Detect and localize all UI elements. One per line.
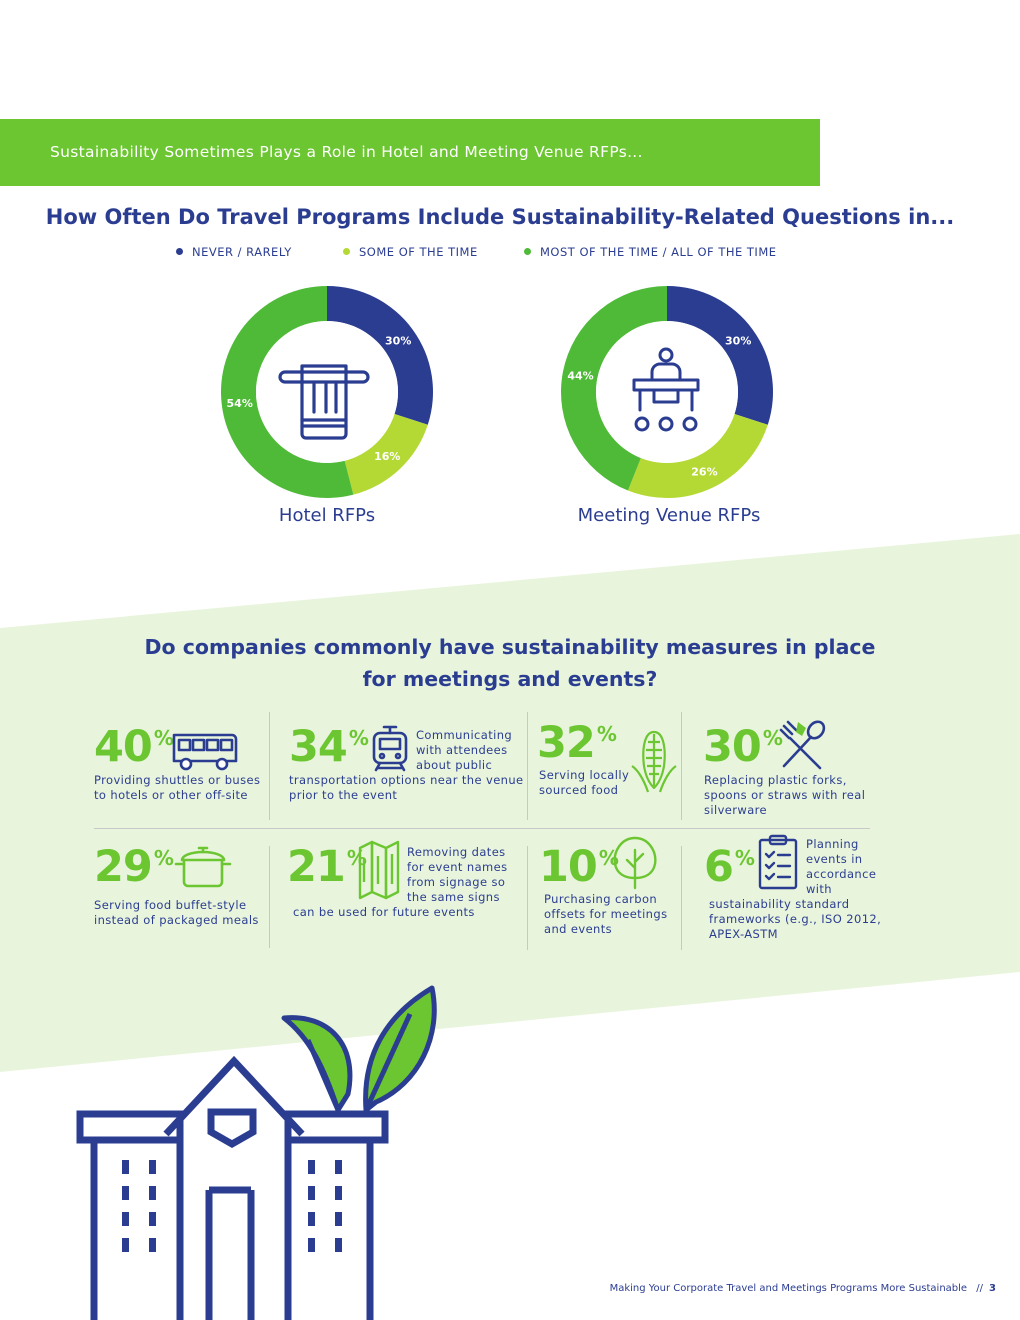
stat-value: 32 % (537, 718, 617, 768)
grid-divider (269, 846, 270, 948)
legend-item-never: NEVER / RARELY (176, 245, 292, 259)
slice-value-label: 30% (385, 334, 412, 348)
fork-spoon-icon (778, 720, 828, 772)
slice-value-label: 26% (691, 465, 718, 479)
stat-value: 34 % (289, 722, 369, 772)
grid-divider (527, 846, 528, 950)
stat-description: Communicating with attendees about public (416, 728, 513, 772)
stat-description-cont: can be used for future events (293, 905, 475, 919)
grid-divider (681, 846, 682, 950)
slice-value-label: 30% (725, 334, 752, 348)
stat-standards (704, 842, 755, 892)
bus-icon (170, 729, 240, 773)
legend-item-most: MOST OF THE TIME / ALL OF THE TIME (524, 245, 777, 259)
presenter-audience-icon (630, 346, 702, 436)
stat-shuttles (94, 722, 174, 772)
stat-description: Providing shuttles or buses to hotels or other off-site (94, 773, 261, 802)
measures-question-title: Do companies commonly have sustainability measures in place for meetings and events? (144, 635, 876, 691)
legend-dot-icon (524, 248, 531, 255)
stat-value: 21 % (287, 842, 367, 892)
tree-icon (609, 834, 661, 890)
corn-icon (628, 726, 680, 796)
slice-value-label: 16% (374, 450, 401, 464)
page-footer: Making Your Corporate Travel and Meetings Programs More Sustainable // 3 (609, 1283, 996, 1294)
stat-value: 6 % (704, 842, 755, 892)
stat-value: 40 % (94, 722, 174, 772)
slice-value-label: 54% (226, 397, 253, 411)
legend-dot-icon (343, 248, 350, 255)
stat-transit-communication (289, 722, 369, 772)
stat-carbon-offsets (539, 842, 619, 892)
checklist-icon (756, 834, 800, 892)
stat-local-food (537, 718, 617, 768)
pot-icon (172, 842, 234, 892)
hotel-rfps-label: Hotel RFPs (278, 505, 376, 526)
stat-description: Serving food buffet-style instead of packaged meals (94, 898, 259, 927)
stat-description: Planning events in accordance with (806, 837, 877, 896)
grid-divider (527, 712, 528, 820)
stat-description: Replacing plastic forks, spoons or straws with real silverware (704, 773, 866, 817)
folded-sign-icon (356, 838, 402, 900)
stat-description-cont: sustainability standard frameworks (e.g., ISO 2012, APEX-ASTM (709, 897, 882, 941)
stat-value: 29 % (94, 842, 174, 892)
page-number: 3 (989, 1283, 996, 1294)
slice-value-label: 44% (567, 369, 594, 383)
legend-dot-icon (176, 248, 183, 255)
stat-description-cont: transportation options near the venue prior to the event (289, 773, 524, 802)
stat-silverware (703, 722, 783, 772)
stat-reusable-signs (287, 842, 367, 892)
grid-divider (269, 712, 270, 820)
chart-section-title: How Often Do Travel Programs Include Sustainability-Related Questions in... (45, 205, 955, 229)
grid-divider (681, 712, 682, 820)
stat-value: 30 % (703, 722, 783, 772)
train-icon (370, 723, 410, 773)
towel-rack-icon (278, 362, 370, 442)
section-banner (0, 119, 820, 186)
legend-item-some: SOME OF THE TIME (343, 245, 478, 259)
banner-text: Sustainability Sometimes Plays a Role in Hotel and Meeting Venue RFPs... (50, 143, 643, 161)
stat-description: Removing dates for event names from signage so the same signs (407, 845, 508, 904)
stat-description: Purchasing carbon offsets for meetings and events (544, 892, 668, 936)
stat-description: Serving locally sourced food (539, 768, 630, 797)
building-with-leaves-icon (70, 984, 450, 1320)
stat-buffet (94, 842, 174, 892)
grid-divider (94, 828, 870, 829)
meeting-venue-rfps-label: Meeting Venue RFPs (577, 505, 761, 526)
stat-value: 10 % (539, 842, 619, 892)
